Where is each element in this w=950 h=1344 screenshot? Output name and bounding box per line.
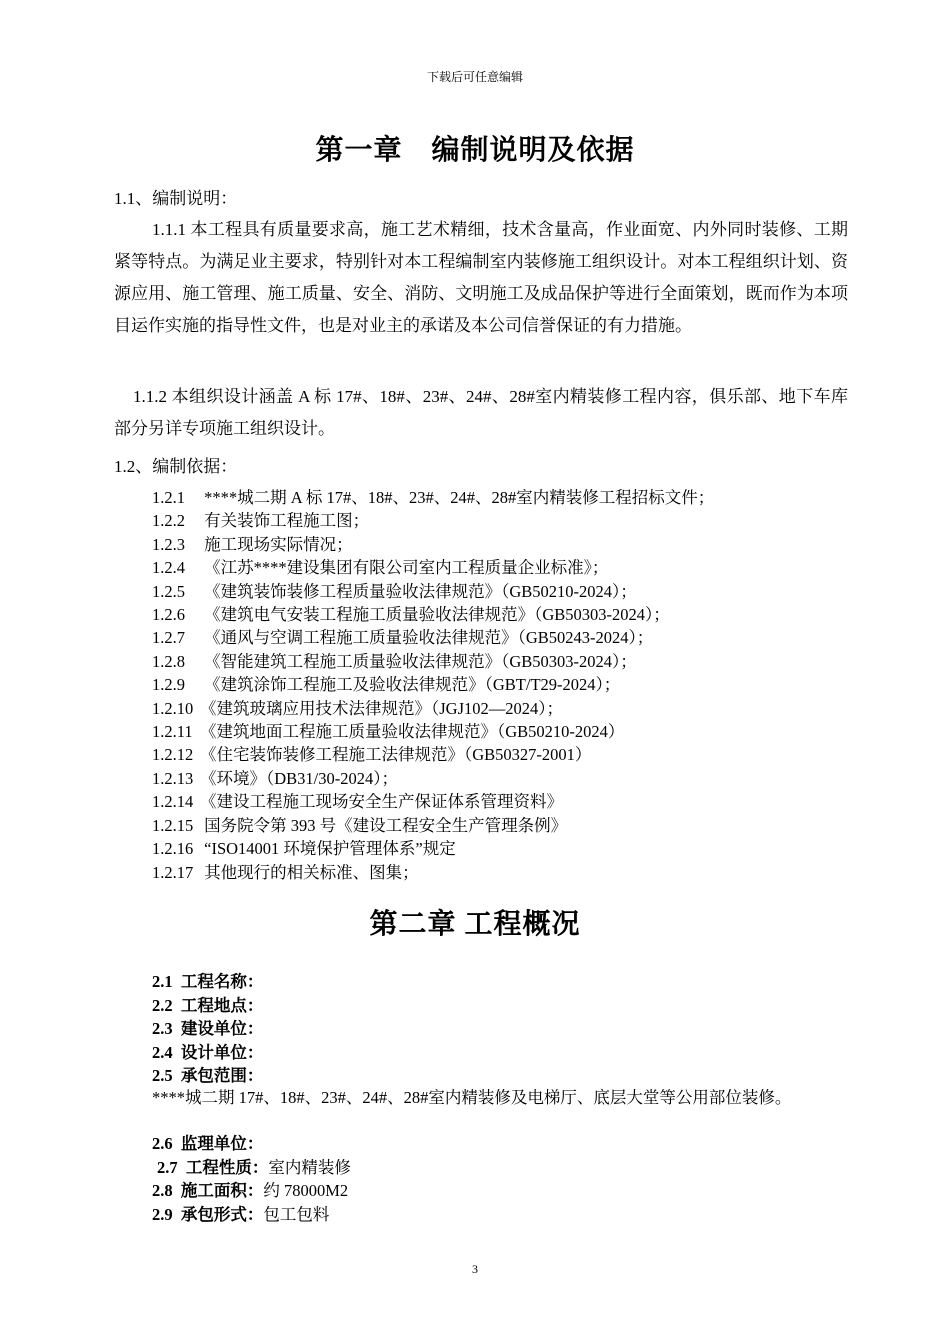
project-info-list [152, 970, 263, 1088]
paragraph-1-1-1: 1.1.1 本工程具有质量要求高，施工艺术精细，技术含量高，作业面宽、内外同时装修、工期紧等特点。为满足业主要求，特别针对本工程编制室内装修施工组织设计。对本工程组织计划、资源应用、施工管理、施工质量、安全、消防、文明施工及成品保护等进行全面策划，既而作为本项目运作实施的指导性文件，也是对业主的承诺及本公司信誉保证的有力措施。 [114, 220, 848, 335]
info-item: 2.9 承包形式：包工包料 [152, 1204, 330, 1224]
chapter-1-title: 第一章 编制说明及依据 [315, 135, 635, 166]
info-item: 2.8 施工面积：约 78000M2 [152, 1181, 349, 1200]
reference-item: 1.2.4 《江苏****建设集团有限公司室内工程质量企业标准》； [152, 558, 609, 578]
reference-item: 1.2.3 施工现场实际情况； [152, 534, 353, 554]
chapter-2-title: 第二章 工程概况 [369, 909, 581, 940]
reference-item: 1.2.11 《建筑地面工程施工质量验收法律规范》（GB50210-2024） [152, 722, 625, 742]
info-item: 2.4 设计单位： [152, 1042, 264, 1062]
header-note: 下载后可任意编辑 [426, 70, 523, 84]
info-item: 2.3 建设单位： [152, 1019, 264, 1038]
page-number: 3 [472, 1262, 478, 1276]
reference-item: 1.2.17 其他现行的相关标准、图集； [152, 862, 419, 882]
reference-item: 1.2.1 ****城二期 A 标 17#、18#、23#、24#、28#室内精装修工程招标文件； [152, 488, 715, 507]
scope-description: ****城二期 17#、18#、23#、24#、28#室内精装修及电梯厅、底层大堂等公用部位装修。 [152, 1088, 792, 1107]
reference-item: 1.2.6 《建筑电气安装工程施工质量验收法律规范》（GB50303-2024）； [152, 605, 670, 625]
info-item: 2.7 工程性质：室内精装修 [157, 1157, 351, 1177]
section-1-1-heading: 1.1、编制说明： [114, 189, 238, 208]
reference-list [152, 486, 714, 884]
info-item: 2.6 监理单位： [152, 1134, 264, 1153]
reference-item: 1.2.13 《环境》（DB31/30-2024）； [152, 768, 398, 788]
reference-item: 1.2.7 《通风与空调工程施工质量验收法律规范》（GB50243-2024）； [152, 628, 654, 648]
reference-item: 1.2.12 《住宅装饰装修工程施工法律规范》（GB50327-2001） [152, 745, 592, 765]
reference-item: 1.2.16 “ISO14001 环境保护管理体系”规定 [152, 839, 456, 859]
paragraph-1-1-2: 1.1.2 本组织设计涵盖 A 标 17#、18#、23#、24#、28#室内精装修工程内容，俱乐部、地下车库部分另详专项施工组织设计。 [114, 387, 848, 438]
reference-item: 1.2.10 《建筑玻璃应用技术法律规范》（JGJ102—2024）； [152, 698, 564, 718]
reference-item: 1.2.8 《智能建筑工程施工质量验收法律规范》（GB50303-2024）； [152, 651, 637, 671]
info-item: 2.1 工程名称： [152, 972, 264, 991]
reference-item: 1.2.15 国务院令第 393 号《建设工程安全生产管理条例》 [152, 815, 568, 835]
project-info-list-2 [152, 1132, 351, 1226]
info-item: 2.5 承包范围： [152, 1066, 264, 1085]
info-item: 2.2 工程地点： [152, 995, 264, 1015]
reference-item: 1.2.2 有关装饰工程施工图； [152, 511, 370, 531]
reference-item: 1.2.9 《建筑涂饰工程施工及验收法律规范》（GBT/T29-2024）； [152, 675, 621, 695]
reference-item: 1.2.14 《建设工程施工现场安全生产保证体系管理资料》 [152, 792, 563, 812]
reference-item: 1.2.5 《建筑装饰装修工程质量验收法律规范》（GB50210-2024）； [152, 581, 637, 601]
section-1-2-heading: 1.2、编制依据： [114, 457, 238, 476]
